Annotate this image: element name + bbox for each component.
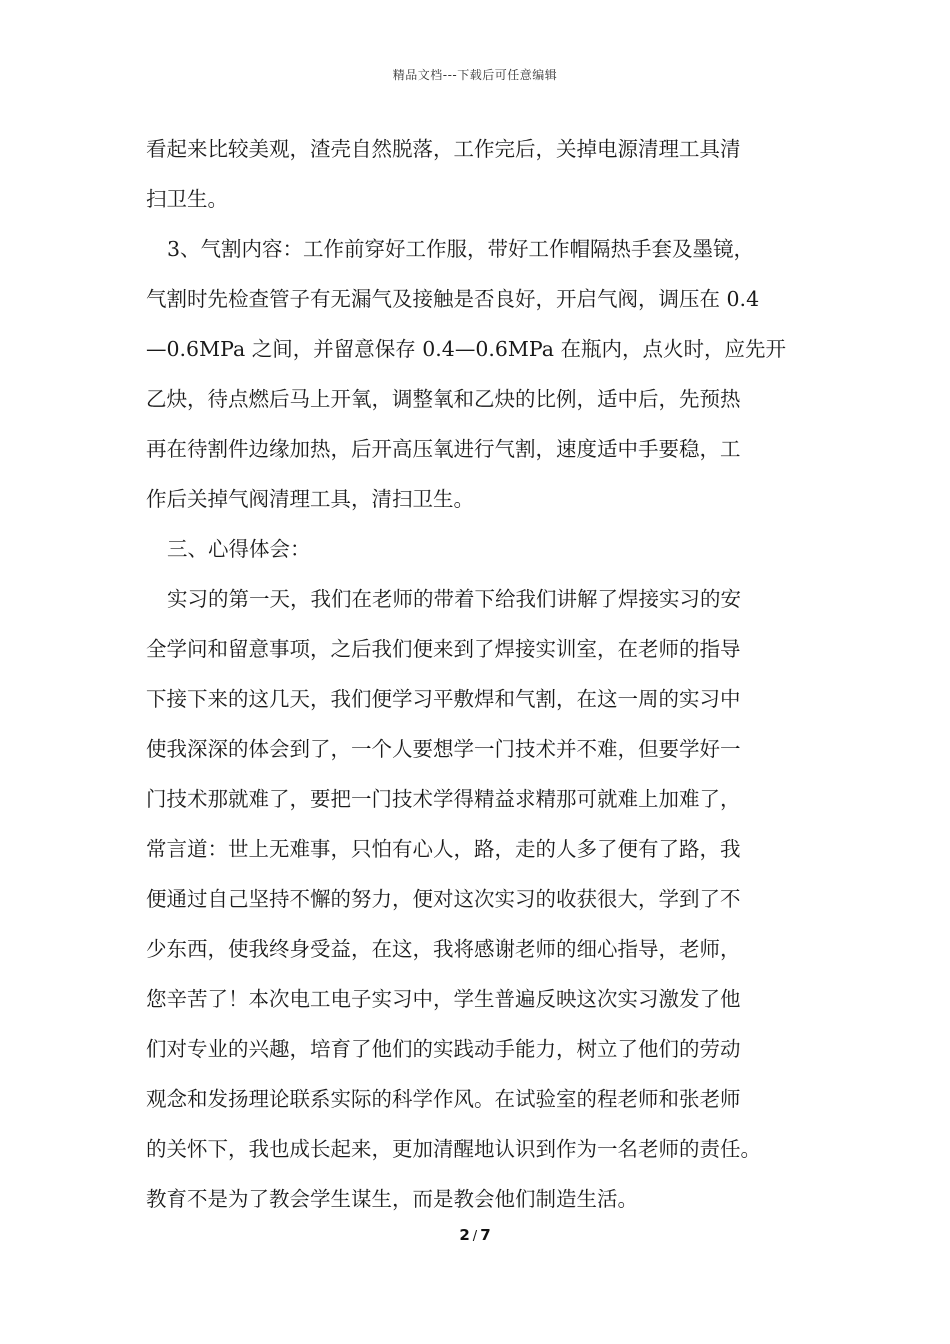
header-text: 精品文档---下载后可任意编辑 <box>392 68 558 82</box>
body-line-11: 全学问和留意事项，之后我们便来到了焊接实训室，在老师的指导 <box>146 637 741 661</box>
body-line-4: 气割时先检查管子有无漏气及接触是否良好，开启气阀，调压在 0.4 <box>146 287 760 311</box>
body-line-13: 使我深深的体会到了，一个人要想学一门技术并不难，但要学好一 <box>146 737 741 761</box>
body-line-19: 们对专业的兴趣，培育了他们的实践动手能力，树立了他们的劳动 <box>146 1037 741 1061</box>
page-total: 7 <box>480 1226 491 1244</box>
body-line-17: 少东西，使我终身受益，在这，我将感谢老师的细心指导，老师， <box>146 937 741 961</box>
body-line-21: 的关怀下，我也成长起来，更加清醒地认识到作为一名老师的责任。 <box>146 1137 761 1161</box>
body-line-14: 门技术那就难了，要把一门技术学得精益求精那可就难上加难了， <box>146 787 741 811</box>
page-current: 2 <box>459 1226 470 1244</box>
body-line-5: —0.6MPa 之间，并留意保存 0.4—0.6MPa 在瓶内，点火时，应先开 <box>146 337 787 361</box>
body-line-18: 您辛苦了！本次电工电子实习中，学生普遍反映这次实习激发了他 <box>146 987 741 1011</box>
document-body <box>146 124 806 1224</box>
body-line-16: 便通过自己坚持不懈的努力，便对这次实习的收获很大，学到了不 <box>146 887 741 911</box>
body-line-6: 乙炔，待点燃后马上开氧，调整氧和乙炔的比例，适中后，先预热 <box>146 387 741 411</box>
body-line-20: 观念和发扬理论联系实际的科学作风。在试验室的程老师和张老师 <box>146 1087 741 1111</box>
body-line-12: 下接下来的这几天，我们便学习平敷焊和气割，在这一周的实习中 <box>146 687 741 711</box>
body-line-7: 再在待割件边缘加热，后开高压氧进行气割，速度适中手要稳，工 <box>146 437 741 461</box>
body-line-2: 扫卫生。 <box>146 187 228 211</box>
body-line-8: 作后关掉气阀清理工具，清扫卫生。 <box>146 487 474 511</box>
body-line-1: 看起来比较美观，渣壳自然脱落，工作完后，关掉电源清理工具清 <box>146 137 741 161</box>
page-separator: / <box>472 1229 478 1244</box>
page-header <box>0 66 950 83</box>
body-line-10: 实习的第一天，我们在老师的带着下给我们讲解了焊接实习的安 <box>167 587 741 611</box>
body-line-15: 常言道：世上无难事，只怕有心人，路，走的人多了便有了路，我 <box>146 837 741 861</box>
body-line-3: 3、气割内容：工作前穿好工作服，带好工作帽隔热手套及墨镜， <box>167 237 755 261</box>
section-heading: 三、心得体会： <box>167 537 311 561</box>
body-line-22: 教育不是为了教会学生谋生，而是教会他们制造生活。 <box>146 1187 638 1211</box>
page-number <box>0 1226 950 1244</box>
